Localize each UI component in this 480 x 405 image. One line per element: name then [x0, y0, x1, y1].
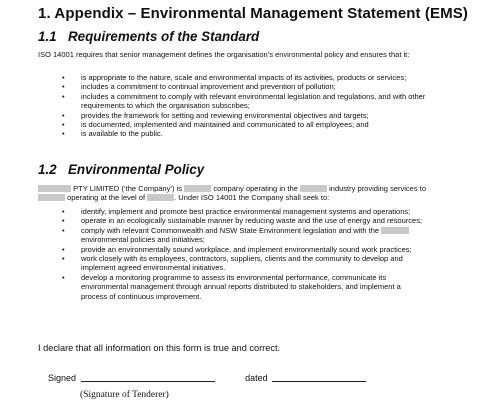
section-heading-policy — [38, 162, 204, 177]
signed-label: Signed — [48, 373, 77, 383]
section-number: 1.1 — [38, 29, 57, 44]
redacted-field — [381, 227, 409, 234]
redacted-field — [38, 185, 71, 192]
list-item: • provides the framework for setting and reviewing environmental objectives and targets; — [62, 110, 369, 120]
bullet-icon: • — [62, 82, 65, 92]
section-title: Requirements of the Standard — [68, 29, 260, 44]
list-item: • comply with relevant Commonwealth and NSW State Environment legislation and with the environmental policies and initiatives; — [38, 226, 426, 245]
policy-intro: PTY LIMITED (‘the Company’) is company operating in the industry providing services to operating at the level of . Under ISO 14001 the Company shall seek to: — [38, 184, 426, 203]
redacted-field — [147, 194, 174, 201]
list-item: • work closely with its employees, contractors, suppliers, clients and the community to develop and implement agreed environmental initiatives. — [62, 254, 403, 273]
redacted-field — [38, 194, 65, 201]
section-heading-requirements — [38, 29, 259, 44]
appendix-title: 1. Appendix – Environmental Management Statement (EMS) — [38, 5, 468, 22]
bullet-icon: • — [62, 244, 65, 254]
list-item: • includes a commitment to comply with relevant environmental legislation and regulations, and with other requirements to which the organisation subscribes; — [62, 91, 426, 111]
list-item: • provide an environmentally sound workplace, and implement environmentally sound work practices; — [62, 244, 412, 254]
section-title: Environmental Policy — [68, 162, 205, 177]
list-item: • develop a monitoring programme to assess its environmental performance, communicate its environmental management through annual reports distributed to stakeholders, and implement a process of continuous improvement. — [62, 272, 401, 301]
requirements-list — [38, 73, 426, 139]
date-line[interactable] — [272, 373, 366, 382]
list-item: • is available to the public. — [62, 129, 163, 139]
list-item: • is documented, implemented and maintained and communicated to all employees; and — [62, 120, 369, 130]
signature-caption: (Signature of Tenderer) — [80, 390, 169, 400]
bullet-icon: • — [62, 216, 65, 226]
declaration-statement: I declare that all information on this form is true and correct. — [38, 343, 281, 353]
redacted-field — [184, 185, 211, 192]
list-item: • includes a commitment to continual improvement and prevention of pollution; — [62, 82, 336, 92]
section-number: 1.2 — [38, 162, 57, 177]
redacted-field — [300, 185, 327, 192]
bullet-icon: • — [62, 73, 65, 82]
bullet-icon: • — [62, 91, 65, 101]
policy-list — [38, 207, 426, 301]
requirements-intro: ISO 14001 requires that senior management defines the organisation’s environmental policy and ensures that it: — [38, 50, 410, 59]
bullet-icon: • — [62, 225, 65, 235]
dated-label: dated — [245, 373, 268, 383]
signature-row — [48, 373, 366, 383]
list-item: • identify, implement and promote best practice environmental management systems and operations; — [62, 207, 411, 216]
bullet-icon: • — [62, 129, 65, 139]
bullet-icon: • — [62, 207, 65, 216]
signature-line[interactable] — [81, 373, 215, 382]
bullet-icon: • — [62, 120, 65, 130]
bullet-icon: • — [62, 272, 65, 282]
list-item: • is appropriate to the nature, scale and environmental impacts of its activities, products or services; — [62, 73, 407, 82]
list-item: • operate in an ecologically sustainable manner by reducing waste and the use of energy and resources; — [62, 216, 423, 226]
bullet-icon: • — [62, 254, 65, 264]
bullet-icon: • — [62, 110, 65, 120]
